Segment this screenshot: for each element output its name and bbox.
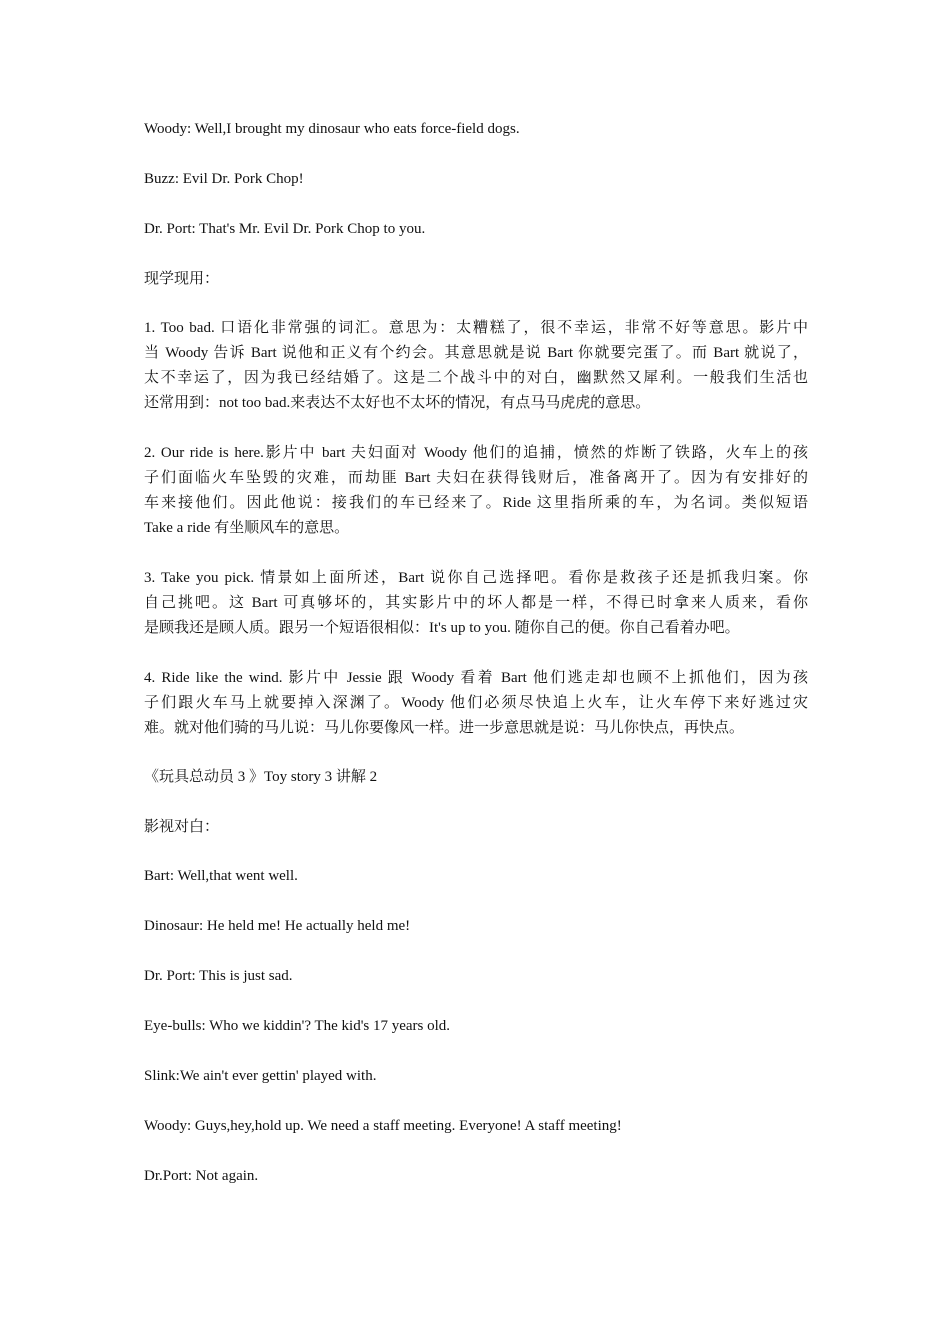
dialogue-line: Dr. Port: That's Mr. Evil Dr. Pork Chop to you.: [144, 221, 426, 237]
note-line: 还常用到：not too bad.来表达不太好也不太坏的情况，有点马马虎虎的意思。: [144, 395, 651, 411]
note-paragraph-2: [144, 441, 808, 541]
dialogue-line: Dinosaur: He held me! He actually held me!: [144, 918, 411, 934]
section-heading: 现学现用：: [144, 271, 220, 287]
note-line: 子们跟火车马上就要掉入深渊了。Woody 他们必须尽快追上火车，让火车停下来好逃过灾: [144, 695, 808, 711]
dialogue-line: Buzz: Evil Dr. Pork Chop!: [144, 171, 304, 187]
note-line: 自己挑吧。这 Bart 可真够坏的，其实影片中的坏人都是一样，不得已时拿来人质来，看你: [144, 595, 808, 611]
note-paragraph-4: [144, 666, 808, 741]
note-line: 4. Ride like the wind. 影片中 Jessie 跟 Woody 看着 Bart 他们逃走却也顾不上抓他们，因为孩: [144, 670, 808, 686]
note-line: 2. Our ride is here.影片中 bart 夫妇面对 Woody 他们的追捕，愤然的炸断了铁路，火车上的孩: [144, 445, 808, 461]
note-line: 子们面临火车坠毁的灾难，而劫匪 Bart 夫妇在获得钱财后，准备离开了。因为有安排好的: [144, 470, 808, 486]
note-line: 是顾我还是顾人质。跟另一个短语很相似：It's up to you. 随你自己的便。你自己看着办吧。: [144, 620, 740, 636]
note-line: 3. Take you pick. 情景如上面所述，Bart 说你自己选择吧。看你是救孩子还是抓我归案。你: [144, 570, 808, 586]
dialogue-line: Bart: Well,that went well.: [144, 868, 298, 884]
dialogue-line: Dr. Port: This is just sad.: [144, 968, 293, 984]
section-title: 《玩具总动员 3 》Toy story 3 讲解 2: [144, 769, 378, 785]
note-line: 当 Woody 告诉 Bart 说他和正义有个约会。其意思就是说 Bart 你就要完蛋了。而 Bart 就说了，: [144, 345, 808, 361]
note-line: Take a ride 有坐顺风车的意思。: [144, 520, 350, 536]
dialogue-line: Woody: Guys,hey,hold up. We need a staff meeting. Everyone! A staff meeting!: [144, 1118, 622, 1134]
section-heading: 影视对白：: [144, 819, 220, 835]
note-line: 太不幸运了，因为我已经结婚了。这是二个战斗中的对白，幽默然又犀利。一般我们生活也: [144, 370, 808, 386]
note-line: 难。就对他们骑的马儿说：马儿你要像风一样。进一步意思就是说：马儿你快点，再快点。: [144, 720, 745, 736]
dialogue-line: Dr.Port: Not again.: [144, 1168, 259, 1184]
dialogue-line: Slink:We ain't ever gettin' played with.: [144, 1068, 377, 1084]
note-paragraph-1: [144, 316, 808, 416]
dialogue-line: Woody: Well,I brought my dinosaur who eats force-field dogs.: [144, 121, 520, 137]
dialogue-line: Eye-bulls: Who we kiddin'? The kid's 17 years old.: [144, 1018, 451, 1034]
note-line: 车来接他们。因此他说：接我们的车已经来了。Ride 这里指所乘的车，为名词。类似短语: [144, 495, 808, 511]
note-paragraph-3: [144, 566, 808, 641]
note-line: 1. Too bad. 口语化非常强的词汇。意思为：太糟糕了，很不幸运，非常不好等意思。影片中: [144, 320, 808, 336]
